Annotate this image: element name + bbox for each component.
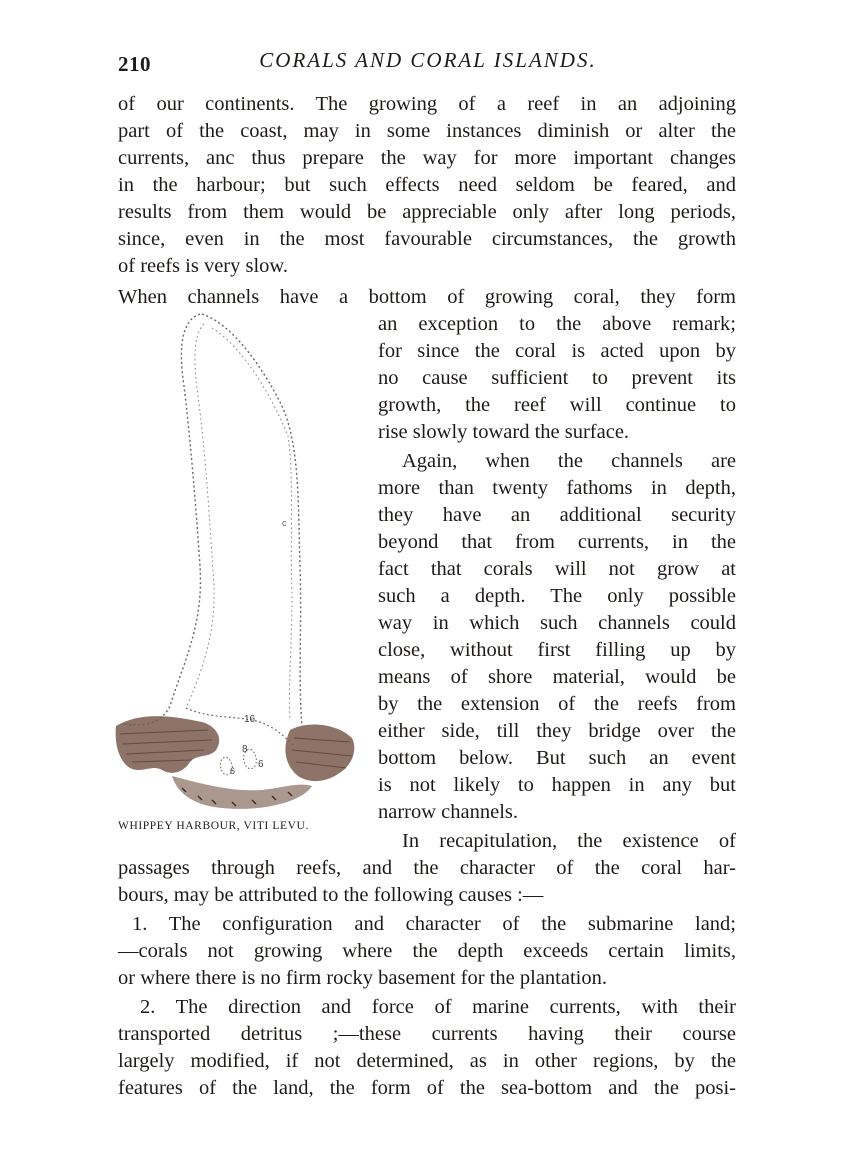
text-line: by the extension of the reefs from bbox=[378, 693, 736, 715]
text-line: an exception to the above remark; bbox=[378, 313, 736, 335]
text-line: means of shore material, would be bbox=[378, 666, 736, 688]
text-line: In recapitulation, the existence of bbox=[402, 830, 736, 852]
text-line: they have an additional security bbox=[378, 504, 736, 526]
text-line: close, without first filling up by bbox=[378, 639, 736, 661]
text-line: results from them would be appreciable only after long periods, bbox=[118, 201, 736, 223]
sounding-label: 8 bbox=[242, 744, 248, 755]
text-line: such a depth. The only possible bbox=[378, 585, 736, 607]
text-line: is not likely to happen in any but bbox=[378, 774, 736, 796]
figure-caption: WHIPPEY HARBOUR, VITI LEVU. bbox=[118, 820, 309, 832]
text-line: Again, when the channels are bbox=[402, 450, 736, 472]
running-title: CORALS AND CORAL ISLANDS. bbox=[259, 48, 597, 72]
text-line: of reefs is very slow. bbox=[118, 255, 289, 277]
text-line: bours, may be attributed to the following causes :— bbox=[118, 884, 544, 906]
page-number: 210 bbox=[118, 52, 151, 76]
text-line: no cause sufficient to prevent its bbox=[378, 367, 736, 389]
text-line: since, even in the most favourable circumstances, the growth bbox=[118, 228, 736, 250]
text-line: transported detritus ;—these currents having their course bbox=[118, 1023, 736, 1045]
text-line: narrow channels. bbox=[378, 801, 519, 823]
text-line: part of the coast, may in some instances diminish or alter the bbox=[118, 120, 736, 142]
harbour-map-illustration bbox=[112, 306, 360, 816]
text-line: or where there is no firm rocky basement for the plantation. bbox=[118, 967, 607, 989]
text-line: beyond that from currents, in the bbox=[378, 531, 736, 553]
text-line: growth, the reef will continue to bbox=[378, 394, 736, 416]
text-line: currents, anc thus prepare the way for more important changes bbox=[118, 147, 736, 169]
sounding-label: 6 bbox=[230, 766, 236, 776]
shore-shading bbox=[172, 776, 312, 809]
text-line: rise slowly toward the surface. bbox=[378, 421, 630, 443]
text-line: features of the land, the form of the sea-bottom and the posi- bbox=[118, 1077, 736, 1099]
text-line: passages through reefs, and the character of the coral har- bbox=[118, 857, 736, 879]
text-line: largely modified, if not determined, as in other regions, by the bbox=[118, 1050, 736, 1072]
left-reef-shading bbox=[116, 716, 220, 773]
text-line: When channels have a bottom of growing coral, they form bbox=[118, 286, 736, 308]
page-header bbox=[118, 48, 738, 82]
text-line: either side, till they bridge over the bbox=[378, 720, 736, 742]
sounding-label: 16 bbox=[244, 714, 256, 725]
harbour-outline-left bbox=[124, 314, 200, 725]
text-line: 1. The configuration and character of the submarine land; bbox=[132, 913, 736, 935]
text-line: for since the coral is acted upon by bbox=[378, 340, 736, 362]
harbour-outline-left-inner bbox=[186, 324, 214, 708]
text-line: —corals not growing where the depth exceeds certain limits, bbox=[118, 940, 736, 962]
harbour-outline-right-inner bbox=[212, 328, 292, 720]
harbour-map-figure bbox=[112, 306, 360, 816]
harbour-outline-right bbox=[202, 314, 302, 726]
text-line: more than twenty fathoms in depth, bbox=[378, 477, 736, 499]
sounding-label: 6 bbox=[258, 759, 264, 770]
text-line: of our continents. The growing of a reef in an adjoining bbox=[118, 93, 736, 115]
text-line: 2. The direction and force of marine currents, with their bbox=[140, 996, 736, 1018]
text-line: way in which such channels could bbox=[378, 612, 736, 634]
text-line: in the harbour; but such effects need seldom be feared, and bbox=[118, 174, 736, 196]
text-line: fact that corals will not grow at bbox=[378, 558, 736, 580]
sounding-label: c bbox=[282, 518, 287, 528]
text-line: bottom below. But such an event bbox=[378, 747, 736, 769]
